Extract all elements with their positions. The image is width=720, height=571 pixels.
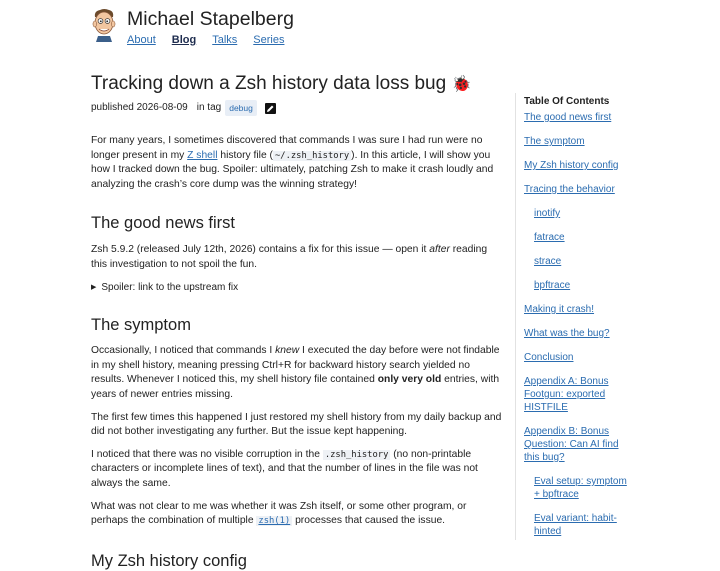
article-title-text: Tracking down a Zsh history data loss bug (91, 73, 447, 94)
toc-item[interactable]: Eval variant: habit-hinted (534, 513, 617, 537)
symptom-text-3: entries, with years of newer entries missing. (91, 374, 500, 400)
heading-zsh-config: My Zsh history config (91, 551, 247, 570)
spoiler-summary-label[interactable]: Spoiler: link to the upstream fix (101, 281, 239, 293)
avatar-icon[interactable] (90, 8, 118, 42)
symptom-paragraph-4 (91, 500, 503, 529)
nav-about-link[interactable]: About (127, 34, 156, 46)
in-tag-label: in tag (196, 101, 222, 113)
site-header (90, 8, 650, 54)
nav-series-link[interactable]: Series (253, 34, 285, 46)
symptom-paragraph-1 (91, 344, 503, 402)
table-of-contents (515, 93, 704, 540)
good-news-emphasis: after (429, 244, 450, 256)
z-shell-link[interactable]: Z shell (187, 149, 218, 161)
zsh-history-code-2: .zsh_history (324, 449, 389, 460)
toc-title: Table Of Contents (524, 96, 610, 107)
site-title[interactable]: Michael Stapelberg (127, 8, 294, 30)
article-title (91, 72, 503, 100)
symptom-paragraph-2: The first few times this happened I just restored my shell history from my daily backup and did not bother investigating any further. But the issue kept happening. (91, 411, 502, 438)
toc-item[interactable]: Appendix A: Bonus Footgun: exported HISTFILE (524, 376, 609, 413)
toc-item[interactable]: What was the bug? (524, 328, 610, 339)
symptom-p4-text-2: processes that caused the issue. (292, 515, 446, 527)
symptom-paragraph-3 (91, 448, 503, 492)
intro-text-2: history file ( (217, 149, 273, 161)
zsh-history-code: ~/.zsh_history (275, 150, 350, 161)
toc-item[interactable]: The symptom (524, 136, 585, 147)
good-news-text-2: reading this investigation to not spoil the fun. (91, 244, 488, 270)
toc-item[interactable]: bpftrace (534, 280, 571, 291)
symptom-p3-text-1: I noticed that there was no visible corruption in the (91, 448, 323, 460)
nav-blog-link[interactable]: Blog (171, 34, 197, 46)
zsh-man-code[interactable]: zsh(1) (258, 516, 291, 527)
intro-paragraph (91, 134, 503, 192)
toc-item[interactable]: Appendix B: Bonus Question: Can AI find this bug? (524, 426, 619, 463)
toc-item[interactable]: inotify (534, 208, 561, 219)
toc-item[interactable]: The good news first (524, 112, 612, 123)
symptom-p4-text-1: What was not clear to me was whether it was Zsh itself, or some other program, or perhaps the combination of multiple (91, 500, 467, 527)
ladybug-emoji-icon: 🐞 (451, 76, 472, 93)
heading-good-news: The good news first (91, 214, 235, 233)
symptom-text-2: I executed the day before were not findable in my shell history, meaning pressing Ctrl+R for backward history search yielded no results. Whenever I noticed this, my shell history file contained (91, 345, 500, 386)
intro-text-1: For many years, I sometimes discovered that commands I was sure I had run were no longer present in my (91, 135, 483, 161)
intro-text-3: ). In this article, I will show you how I tracked down the bug. Spoiler: ultimately, patching Zsh to make it crash loudly and analyzing the crash’s core dump was the winning strategy! (91, 149, 494, 190)
toc-item[interactable]: My Zsh history config (524, 160, 619, 171)
site-nav (127, 34, 300, 46)
toc-item[interactable]: Making it crash! (524, 304, 595, 315)
spoiler-summary[interactable] (91, 281, 503, 296)
edit-pencil-icon[interactable] (265, 103, 276, 114)
article-meta (91, 100, 503, 116)
article (91, 72, 503, 571)
good-news-paragraph (91, 243, 503, 272)
toc-item[interactable]: fatrace (534, 232, 565, 243)
disclosure-triangle-icon[interactable]: ▶ (91, 283, 97, 291)
heading-symptom: The symptom (91, 316, 191, 335)
good-news-text-1: Zsh 5.9.2 (released July 12th, 2026) contains a fix for this issue — open it (91, 244, 430, 256)
toc-item[interactable]: Tracing the behavior (524, 184, 615, 195)
zsh-man-link[interactable] (256, 515, 292, 526)
toc-item[interactable]: strace (534, 256, 562, 267)
symptom-emphasis: knew (275, 345, 300, 357)
nav-talks-link[interactable]: Talks (212, 34, 238, 46)
toc-item[interactable]: Conclusion (524, 352, 574, 363)
symptom-strong: only very old (377, 374, 442, 386)
tag-debug-link[interactable]: debug (225, 100, 257, 117)
symptom-p3-text-2: (no non-printable characters or incomplete lines of text), and that the number of lines in the file was not always the same. (91, 448, 478, 489)
published-date: published 2026-08-09 (91, 101, 188, 113)
toc-item[interactable]: Eval setup: symptom + bpftrace (534, 476, 627, 500)
symptom-text-1: Occasionally, I noticed that commands I (91, 345, 276, 357)
